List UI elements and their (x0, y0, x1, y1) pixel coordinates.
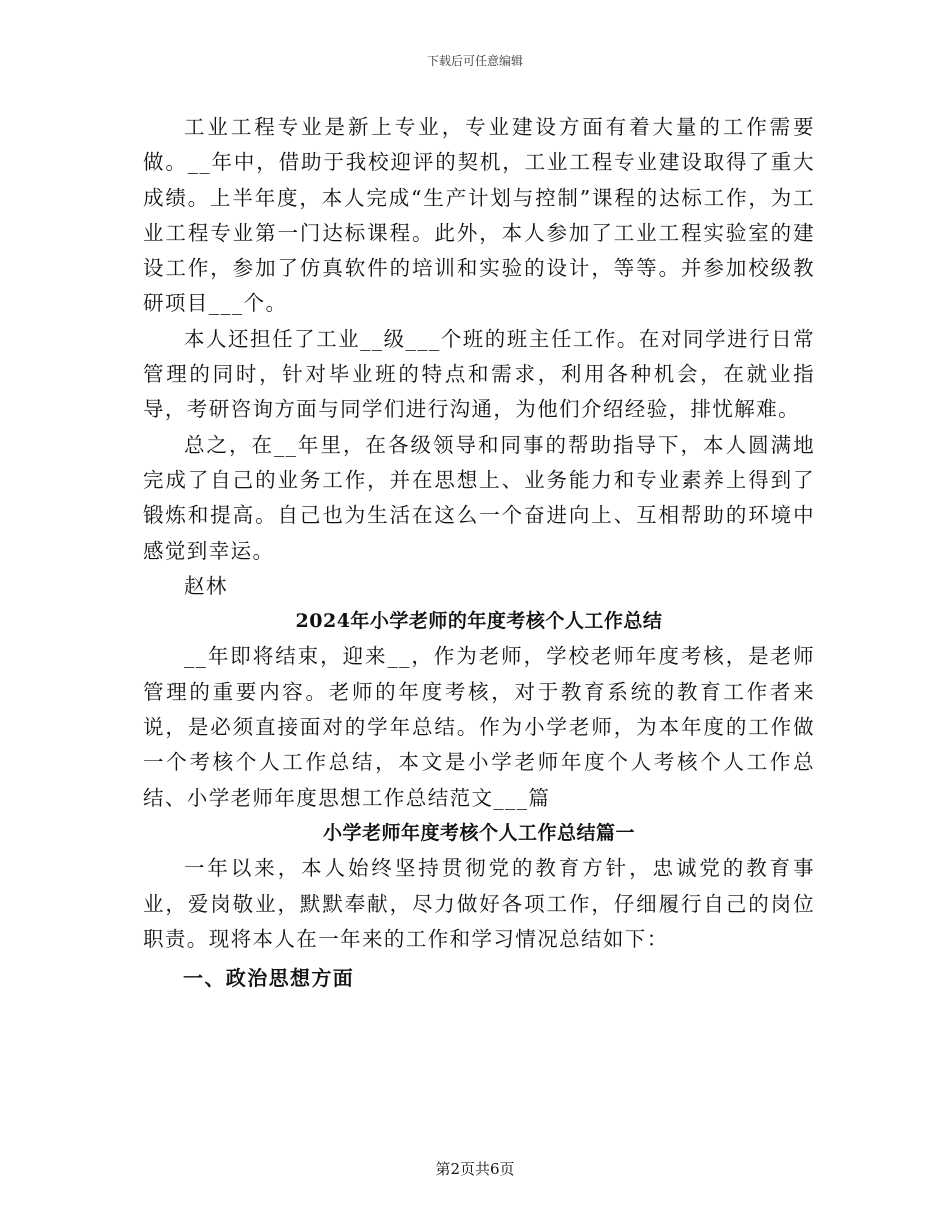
paragraph-major-construction: 工业工程专业是新上专业，专业建设方面有着大量的工作需要做。__年中，借助于我校迎评的契机，工业工程专业建设取得了重大成绩。上半年度，本人完成“生产计划与控制”课程的达标工作，为工业工程专业第一门达标课程。此外，本人参加了工业工程实验室的建设工作，参加了仿真软件的培训和实验的设计，等等。并参加校级教研项目___个。 (143, 115, 815, 316)
paragraph-class-advisor: 本人还担任了工业__级___个班的班主任工作。在对同学进行日常管理的同时，针对毕业班的特点和需求，利用各种机会，在就业指导，考研咨询方面与同学们进行沟通，为他们介绍经验，排忧解难。 (143, 326, 815, 422)
page-header: 下载后可任意编辑 (426, 54, 523, 68)
signature: 赵林 (184, 573, 228, 598)
paragraph-intro: __年即将结束，迎来__，作为老师，学校老师年度考核，是老师管理的重要内容。老师的年度考核，对于教育系统的教育工作者来说，是必须直接面对的学年总结。作为小学老师，为本年度的工作做一个考核个人工作总结，本文是小学老师年度个人考核个人工作总结、小学老师年度思想工作总结范文___篇 (143, 644, 815, 810)
paragraph-summary-opening: 一年以来，本人始终坚持贯彻党的教育方针，忠诚党的教育事业，爱岗敬业，默默奉献，尽力做好各项工作，仔细履行自己的岗位职责。现将本人在一年来的工作和学习情况总结如下： (143, 856, 815, 951)
document-body (143, 110, 815, 996)
section-title: 小学老师年度考核个人工作总结篇一 (322, 821, 635, 844)
page-number: 第2页共6页 (435, 1160, 515, 1178)
document-title: 2024年小学老师的年度考核个人工作总结 (295, 610, 663, 633)
paragraph-conclusion: 总之，在__年里，在各级领导和同事的帮助指导下，本人圆满地完成了自己的业务工作，并在思想上、业务能力和专业素养上得到了锻炼和提高。自己也为生活在这么一个奋进向上、互相帮助的环境中感觉到幸运。 (143, 432, 815, 563)
subsection-heading: 一、政治思想方面 (183, 966, 355, 991)
